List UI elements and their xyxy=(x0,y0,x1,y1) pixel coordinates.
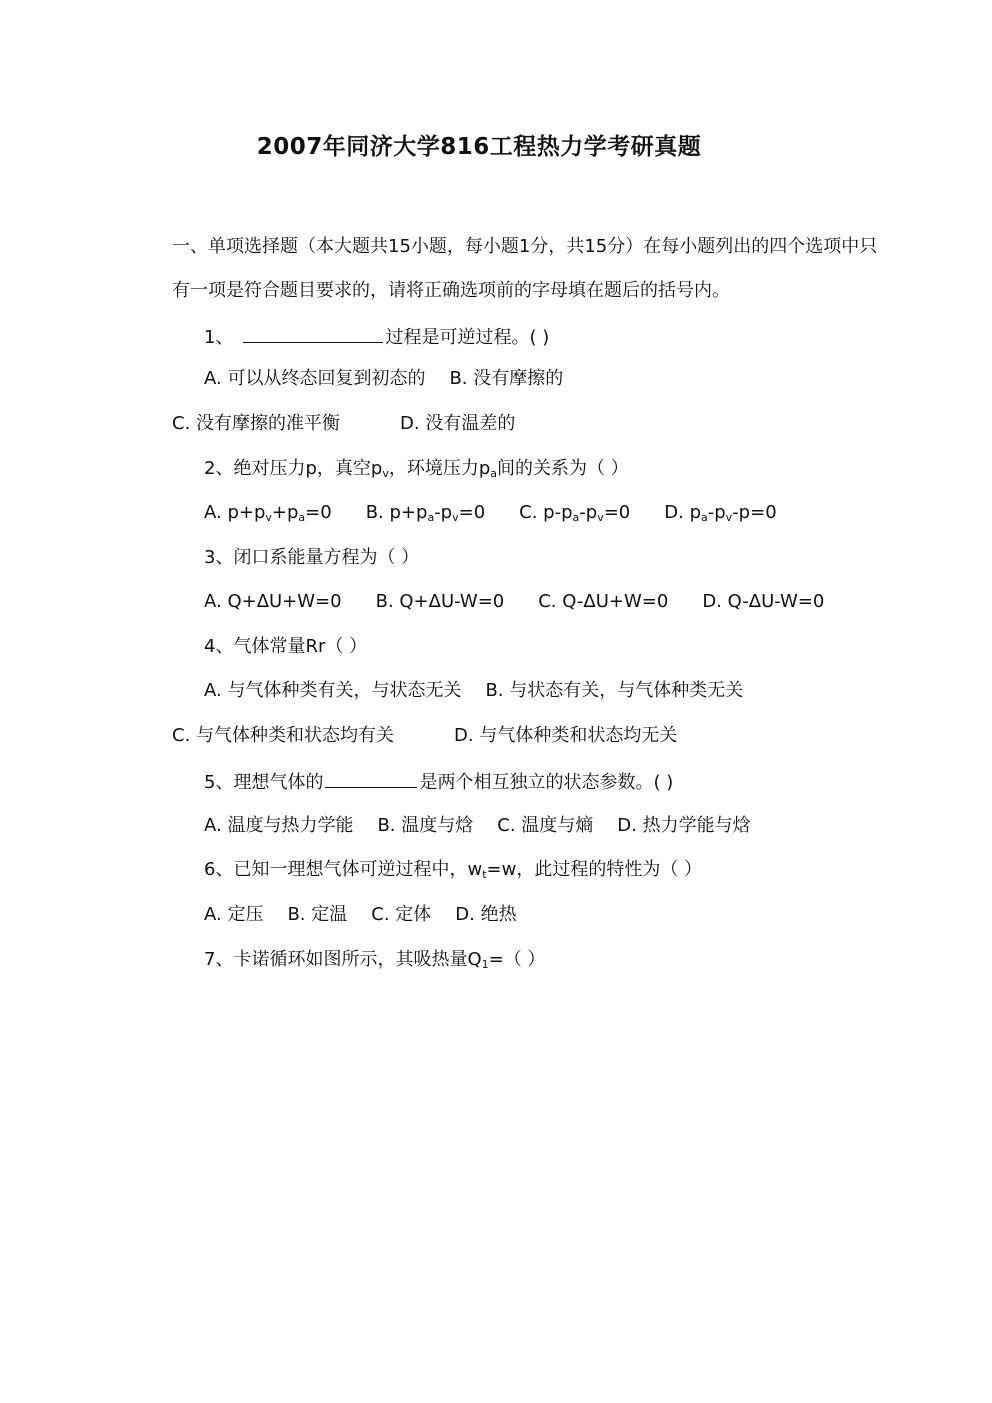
question-3-option-a: A. Q+ΔU+W=0 xyxy=(204,591,342,612)
question-6-text-a: 6、已知一理想气体可逆过程中，w xyxy=(204,859,483,880)
question-3-option-c: C. Q-ΔU+W=0 xyxy=(538,591,669,612)
question-1-number: 1、 xyxy=(204,327,234,348)
question-5-option-c: C. 温度与熵 xyxy=(497,815,594,836)
q2-d-part1: D. p xyxy=(664,502,701,523)
question-2-sub-a: a xyxy=(490,467,498,480)
question-1-option-b: B. 没有摩擦的 xyxy=(449,368,564,389)
question-6-text-b: =w，此过程的特性为（ ） xyxy=(486,859,703,880)
question-5-option-b: B. 温度与焓 xyxy=(377,815,474,836)
question-3-option-d: D. Q-ΔU-W=0 xyxy=(702,591,825,612)
question-1 xyxy=(204,322,549,351)
question-6-options xyxy=(204,902,517,928)
question-6-option-c: C. 定体 xyxy=(371,904,432,925)
question-2-text-b: ，环境压力p xyxy=(388,458,491,479)
question-1-options-cd xyxy=(172,411,515,437)
question-2-option-b xyxy=(366,500,485,526)
question-7-sub-1: 1 xyxy=(481,958,489,971)
q2-c-sub1: a xyxy=(572,511,580,524)
q2-b-part3: =0 xyxy=(458,502,486,523)
q2-c-sub2: v xyxy=(597,511,604,524)
q2-c-part1: C. p-p xyxy=(519,502,573,523)
q2-b-part1: B. p+p xyxy=(365,502,428,523)
q2-a-part3: =0 xyxy=(305,502,332,523)
question-6-option-b: B. 定温 xyxy=(287,904,348,925)
q2-a-part1: A. p+p xyxy=(204,502,266,523)
q2-a-sub2: a xyxy=(298,511,306,524)
question-5-text-b: 是两个相互独立的状态参数。( ) xyxy=(419,772,674,793)
question-6-sub-t: t xyxy=(482,868,487,881)
question-3-options xyxy=(204,589,824,615)
question-3-option-b: B. Q+ΔU-W=0 xyxy=(375,591,505,612)
section-intro-line-2: 有一项是符合题目要求的，请将正确选项前的字母填在题后的括号内。 xyxy=(172,280,730,301)
section-intro-line-1: 一、单项选择题（本大题共15小题，每小题1分，共15分）在每小题列出的四个选项中只 xyxy=(172,236,878,257)
q2-c-part3: =0 xyxy=(603,502,631,523)
q2-a-part2: +p xyxy=(271,502,299,523)
question-4-options-ab xyxy=(204,678,743,704)
question-4-option-b: B. 与状态有关，与气体种类无关 xyxy=(485,680,744,701)
question-2-option-c xyxy=(519,500,630,526)
question-4-option-d: D. 与气体种类和状态均无关 xyxy=(454,725,678,746)
q2-b-part2: -p xyxy=(434,502,453,523)
question-2-text-c: 间的关系为（ ） xyxy=(497,458,629,479)
question-1-option-d: D. 没有温差的 xyxy=(400,413,516,434)
question-1-text: 过程是可逆过程。( ) xyxy=(385,327,550,348)
question-1-option-c: C. 没有摩擦的准平衡 xyxy=(172,413,341,434)
q2-d-sub2: v xyxy=(725,511,733,524)
question-2-text-a: 2、绝对压力p，真空p xyxy=(204,458,383,479)
question-5-options xyxy=(204,813,751,839)
question-1-blank xyxy=(243,322,383,343)
q2-d-part3: -p=0 xyxy=(732,502,777,523)
question-6 xyxy=(204,857,702,883)
question-2-sub-v: v xyxy=(382,467,389,480)
question-2 xyxy=(204,456,629,482)
question-5-blank xyxy=(325,767,417,788)
question-2-options xyxy=(204,500,777,526)
question-6-option-a: A. 定压 xyxy=(204,904,264,925)
question-7-text-b: =（ ） xyxy=(488,949,546,970)
question-1-options-ab xyxy=(204,366,563,392)
question-2-option-a xyxy=(204,500,332,526)
q2-d-sub1: a xyxy=(701,511,708,524)
question-3: 3、闭口系能量方程为（ ） xyxy=(204,547,420,568)
q2-b-sub1: a xyxy=(427,511,435,524)
question-5 xyxy=(204,767,673,796)
question-4: 4、气体常量Rr（ ） xyxy=(204,636,368,657)
question-1-option-a: A. 可以从终态回复到初态的 xyxy=(204,368,426,389)
question-5-text-a: 5、理想气体的 xyxy=(204,772,324,793)
question-7-text-a: 7、卡诺循环如图所示，其吸热量Q xyxy=(204,949,482,970)
question-4-options-cd xyxy=(172,723,677,749)
q2-b-sub2: v xyxy=(452,511,459,524)
question-5-option-d: D. 热力学能与焓 xyxy=(617,815,751,836)
question-4-option-c: C. 与气体种类和状态均有关 xyxy=(172,725,395,746)
question-5-option-a: A. 温度与热力学能 xyxy=(204,815,354,836)
question-2-option-d xyxy=(664,500,776,526)
question-4-option-a: A. 与气体种类有关，与状态无关 xyxy=(204,680,462,701)
q2-a-sub1: v xyxy=(265,511,272,524)
q2-c-part2: -p xyxy=(579,502,598,523)
question-7 xyxy=(204,947,545,973)
question-6-option-d: D. 绝热 xyxy=(455,904,517,925)
page-title: 2007年同济大学816工程热力学考研真题 xyxy=(256,134,702,160)
q2-d-part2: -p xyxy=(707,502,726,523)
